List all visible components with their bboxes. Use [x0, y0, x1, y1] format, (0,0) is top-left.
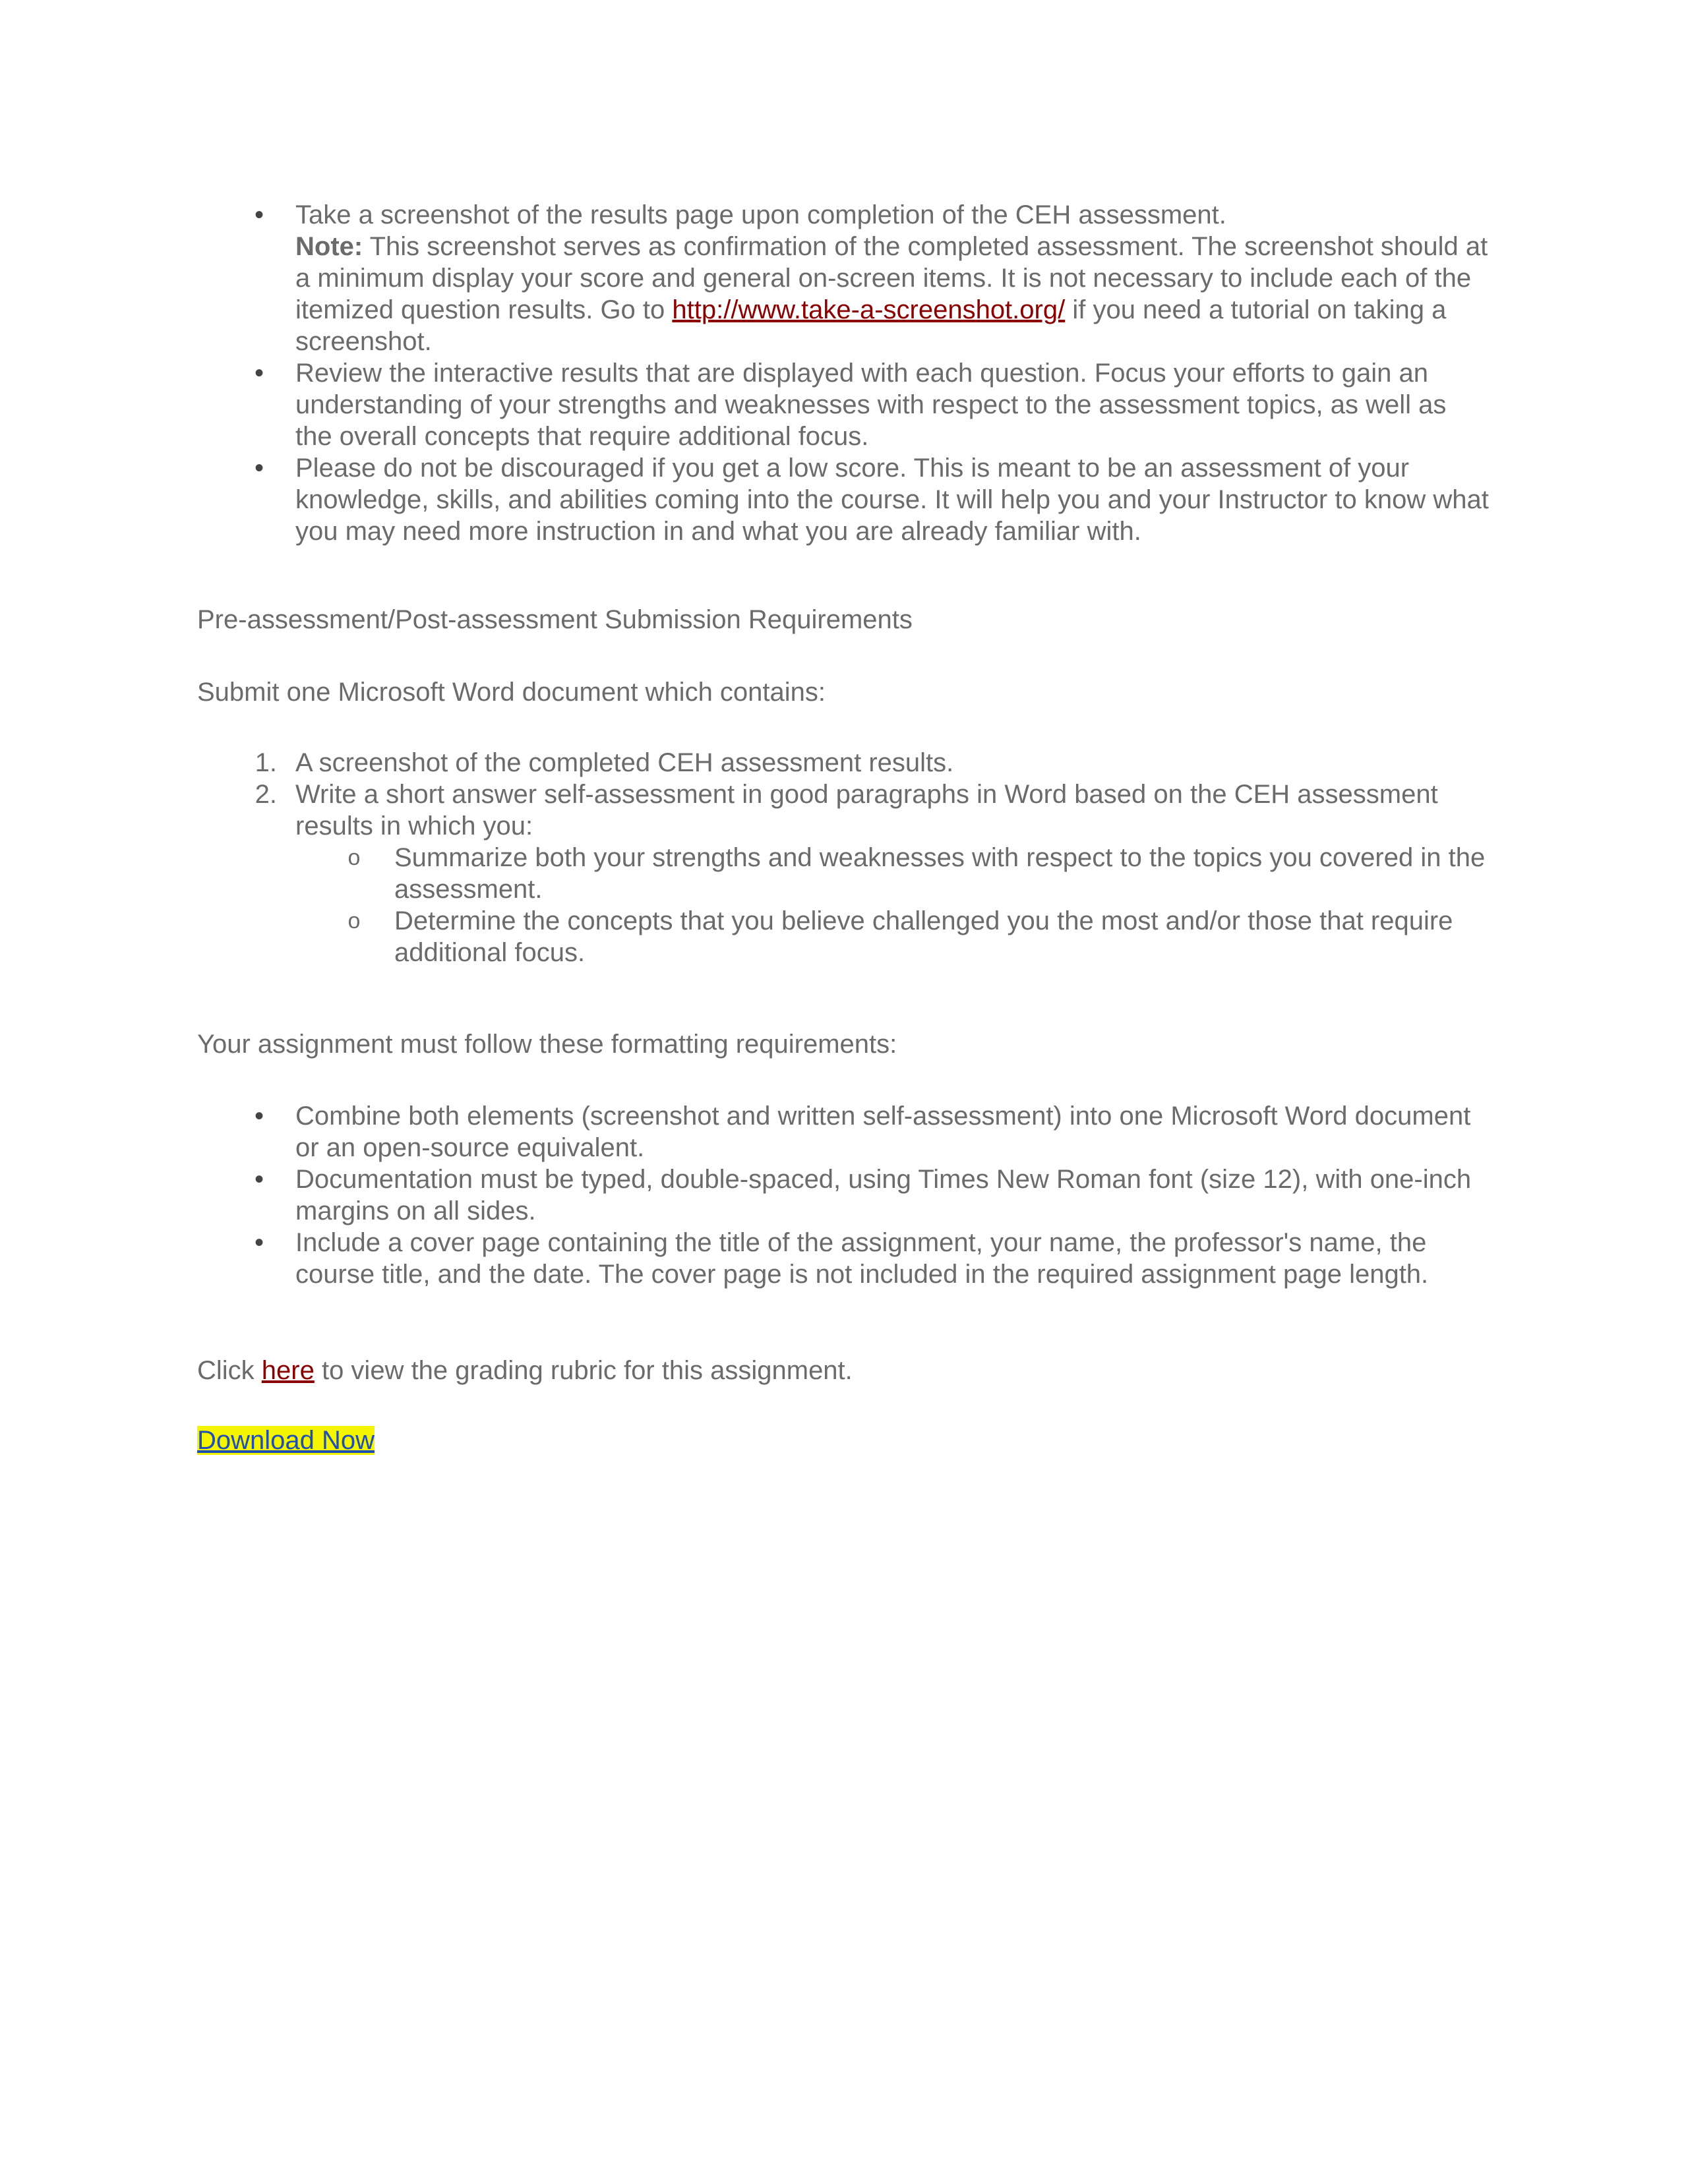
- sublist-text: Determine the concepts that you believe challenged you the most and/or those that require additional focus.: [394, 906, 1453, 967]
- submission-text: A screenshot of the completed CEH assessment results.: [295, 748, 954, 777]
- bullet-icon: •: [254, 454, 264, 483]
- bullet-icon: •: [254, 1102, 264, 1131]
- instruction-item-screenshot: [254, 199, 1489, 357]
- formatting-item-combine: [254, 1100, 1489, 1164]
- bullet-icon: •: [254, 200, 264, 229]
- list-number: 1.: [255, 748, 277, 777]
- submit-intro: Submit one Microsoft Word document which contains:: [197, 678, 826, 707]
- submission-list: [255, 747, 1489, 968]
- rubric-text: Click: [197, 1356, 262, 1385]
- rubric-line: [197, 1355, 1516, 1386]
- bullet-icon: •: [254, 359, 264, 388]
- rubric-link[interactable]: here: [261, 1356, 315, 1385]
- instruction-text: Review the interactive results that are displayed with each question. Focus your efforts to gain an understanding of your strengths and weaknesses with respect to the assessment topics, as well as the overall concepts that require additional focus.: [295, 359, 1447, 451]
- submission-item-self-assessment: [255, 779, 1489, 968]
- formatting-item-typed: [254, 1164, 1489, 1227]
- submission-sublist: [347, 842, 1489, 968]
- section-title: Pre-assessment/Post-assessment Submission Requirements: [197, 605, 913, 634]
- sublist-text: Summarize both your strengths and weaknesses with respect to the topics you covered in the assessment.: [394, 843, 1486, 904]
- list-number: 2.: [255, 780, 277, 809]
- rubric-text-end: to view the grading rubric for this assignment.: [314, 1356, 853, 1385]
- instruction-list: [254, 199, 1489, 547]
- note-text: This screenshot serves as confirmation of the completed assessment. The screenshot should at a minimum display your score and general on-screen items. It is not necessary to include each of the itemized question results. Go to: [295, 232, 1488, 324]
- formatting-text: Include a cover page containing the title of the assignment, your name, the professor's name, the course title, and the date. The cover page is not included in the required assignment page length.: [295, 1228, 1429, 1289]
- screenshot-tutorial-link[interactable]: http://www.take-a-screenshot.org/: [672, 295, 1066, 324]
- circle-bullet-icon: o: [347, 845, 361, 870]
- formatting-text: Combine both elements (screenshot and written self-assessment) into one Microsoft Word document or an open-source equivalent.: [295, 1102, 1471, 1162]
- instruction-item-encouragement: [254, 452, 1489, 547]
- instruction-text: Take a screenshot of the results page upon completion of the CEH assessment.: [295, 200, 1226, 229]
- instruction-text: Please do not be discouraged if you get a low score. This is meant to be an assessment of your knowledge, skills, and abilities coming into the course. It will help you and your Instructor to know what you may need more instruction in and what you are already familiar with.: [295, 454, 1489, 546]
- formatting-list: [254, 1100, 1489, 1290]
- sublist-item-determine: [347, 905, 1489, 968]
- instruction-item-review: [254, 357, 1489, 452]
- circle-bullet-icon: o: [347, 908, 361, 933]
- download-now-link[interactable]: Download Now: [197, 1426, 375, 1455]
- formatting-intro: Your assignment must follow these formatting requirements:: [197, 1030, 897, 1059]
- note-text-end: if you need a tutorial on taking a screenshot.: [295, 295, 1447, 356]
- submission-text: Write a short answer self-assessment in good paragraphs in Word based on the CEH assessment results in which you:: [295, 780, 1438, 841]
- bullet-icon: •: [254, 1228, 264, 1257]
- sublist-item-summarize: [347, 842, 1489, 905]
- note-label: Note:: [295, 232, 363, 261]
- download-line: [197, 1425, 1516, 1456]
- bullet-icon: •: [254, 1165, 264, 1194]
- formatting-text: Documentation must be typed, double-spaced, using Times New Roman font (size 12), with one-inch margins on all sides.: [295, 1165, 1472, 1225]
- formatting-item-cover-page: [254, 1227, 1489, 1290]
- submission-item-screenshot: [255, 747, 1489, 779]
